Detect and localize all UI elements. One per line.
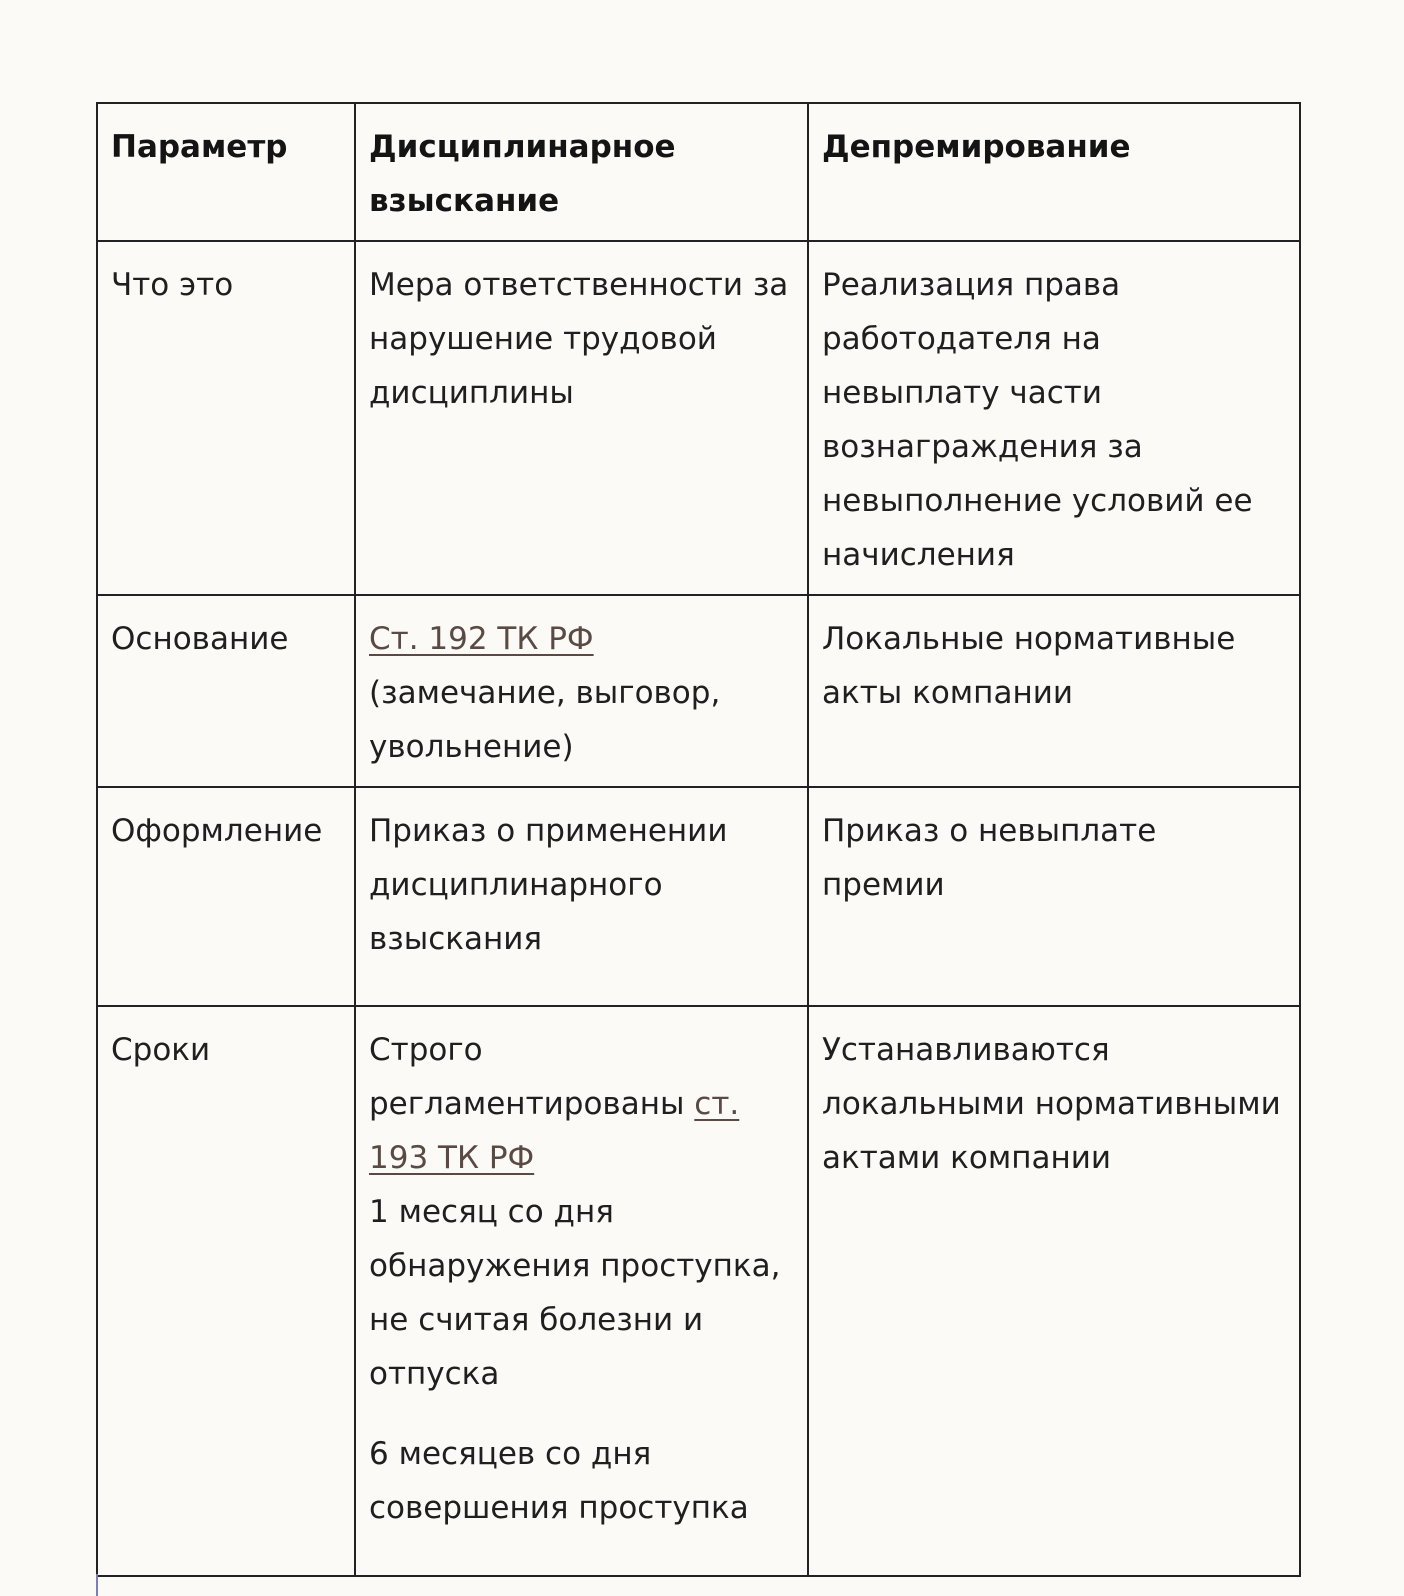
header-disciplinary: Дисциплинарное взыскание: [355, 103, 808, 241]
depremium-cell: Приказ о невыплате премии: [808, 787, 1300, 1006]
article-193-link[interactable]: ст. 193 ТК РФ: [369, 1086, 740, 1176]
text-cursor: [96, 1574, 98, 1596]
table-row: [97, 1006, 1300, 1576]
table-row: [97, 241, 1300, 595]
article-192-link[interactable]: Ст. 192 ТК РФ: [369, 621, 594, 657]
param-cell: Сроки: [97, 1006, 355, 1576]
terms-intro: [369, 1023, 793, 1401]
table-row: [97, 787, 1300, 1006]
disciplinary-cell: Приказ о применении дисциплинарного взыскания: [355, 787, 808, 1006]
disciplinary-cell: [355, 595, 808, 787]
depremium-cell: Реализация права работодателя на невыплату части вознаграждения за невыполнение условий ее начисления: [808, 241, 1300, 595]
terms-six-months: 6 месяцев со дня совершения проступка: [369, 1436, 749, 1526]
depremium-cell: Устанавливаются локальными нормативными актами компании: [808, 1006, 1300, 1576]
terms-one-month: 1 месяц со дня обнаружения проступка, не считая болезни и отпуска: [369, 1194, 781, 1392]
param-cell: Что это: [97, 241, 355, 595]
disciplinary-cell: [355, 1006, 808, 1576]
disciplinary-text: (замечание, выговор, увольнение): [369, 675, 721, 765]
param-cell: Оформление: [97, 787, 355, 1006]
disciplinary-cell: Мера ответственности за нарушение трудовой дисциплины: [355, 241, 808, 595]
table-header-row: [97, 103, 1300, 241]
header-parameter: Параметр: [97, 103, 355, 241]
depremium-cell: Локальные нормативные акты компании: [808, 595, 1300, 787]
terms-intro-text: Строго регламентированы: [369, 1032, 695, 1122]
param-cell: Основание: [97, 595, 355, 787]
comparison-table: [96, 102, 1301, 1577]
table-row: [97, 595, 1300, 787]
header-depremium: Депремирование: [808, 103, 1300, 241]
